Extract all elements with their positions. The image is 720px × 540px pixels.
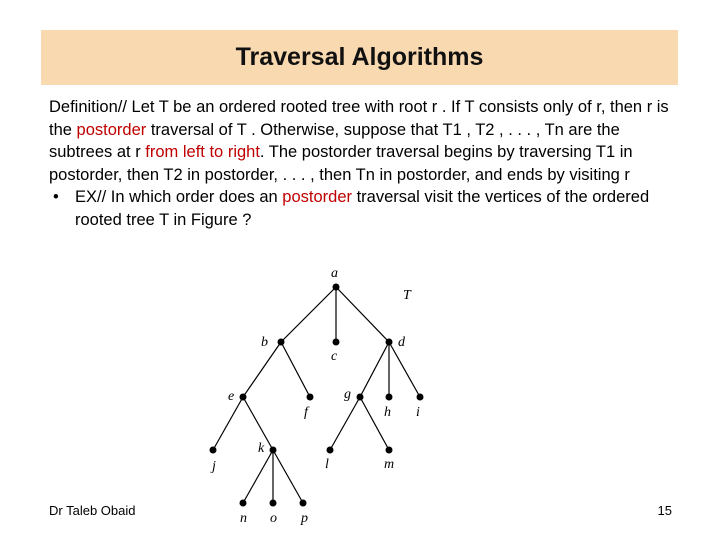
label-l: l bbox=[325, 457, 329, 472]
vertex-n bbox=[240, 500, 247, 507]
highlight-postorder: postorder bbox=[76, 120, 147, 139]
label-j: j bbox=[212, 459, 216, 474]
vertex-p bbox=[300, 500, 307, 507]
definition-text-1: Definition// Let T be an ordered rooted tree with root r . If T consists only of r, then r is the bbox=[49, 98, 669, 139]
label-m: m bbox=[384, 457, 395, 472]
example-text-2: traversal visit the vertices of the ordered rooted tree T in Figure ? bbox=[75, 188, 650, 229]
vertex-j bbox=[210, 447, 217, 454]
tree-vertices bbox=[210, 284, 424, 507]
edge-d-i bbox=[389, 342, 420, 397]
edge-a-b bbox=[281, 287, 336, 342]
vertex-f bbox=[307, 394, 314, 401]
label-tree-t: T bbox=[403, 288, 411, 303]
label-f: f bbox=[304, 405, 308, 420]
highlight-from-left-to-right: from left to right bbox=[145, 143, 260, 161]
vertex-b bbox=[278, 339, 285, 346]
label-p: p bbox=[301, 511, 308, 526]
vertex-l bbox=[327, 447, 334, 454]
edge-b-e bbox=[243, 342, 281, 397]
label-o: o bbox=[270, 511, 277, 526]
label-i: i bbox=[416, 405, 420, 420]
label-a: a bbox=[331, 266, 338, 281]
edge-a-d bbox=[336, 287, 389, 342]
highlight-postorder-example: postorder bbox=[282, 188, 352, 206]
label-n: n bbox=[240, 511, 247, 526]
label-c: c bbox=[331, 349, 338, 364]
edge-k-n bbox=[243, 450, 273, 503]
vertex-d bbox=[386, 339, 393, 346]
label-d: d bbox=[398, 335, 405, 350]
edge-b-f bbox=[281, 342, 310, 397]
label-k: k bbox=[258, 441, 265, 456]
vertex-o bbox=[270, 500, 277, 507]
slide-title: Traversal Algorithms bbox=[235, 43, 484, 71]
vertex-h bbox=[386, 394, 393, 401]
vertex-m bbox=[386, 447, 393, 454]
vertex-c bbox=[333, 339, 340, 346]
example-text-1: EX// In which order does an bbox=[75, 188, 283, 206]
label-h: h bbox=[384, 405, 391, 420]
footer-page-number: 15 bbox=[657, 503, 672, 518]
label-b: b bbox=[261, 335, 268, 350]
footer-author: Dr Taleb Obaid bbox=[49, 503, 136, 518]
vertex-i bbox=[417, 394, 424, 401]
label-g: g bbox=[344, 387, 351, 402]
edge-k-p bbox=[273, 450, 303, 503]
definition-text-2: traversal of T . Otherwise, suppose that T1 , T2 , . . . , Tn are the subtrees at r bbox=[49, 120, 620, 161]
label-e: e bbox=[228, 389, 235, 404]
vertex-a bbox=[333, 284, 340, 291]
edge-g-l bbox=[330, 397, 360, 450]
vertex-g bbox=[357, 394, 364, 401]
definition-text-3: . The postorder traversal begins by traversing T1 in postorder, then T2 in postorder, . . . , then Tn in postorder, and ends by visiting r bbox=[49, 143, 633, 184]
edge-e-j bbox=[213, 397, 243, 450]
edge-d-g bbox=[360, 342, 389, 397]
vertex-k bbox=[270, 447, 277, 454]
bullet-marker: • bbox=[53, 188, 59, 206]
vertex-e bbox=[240, 394, 247, 401]
